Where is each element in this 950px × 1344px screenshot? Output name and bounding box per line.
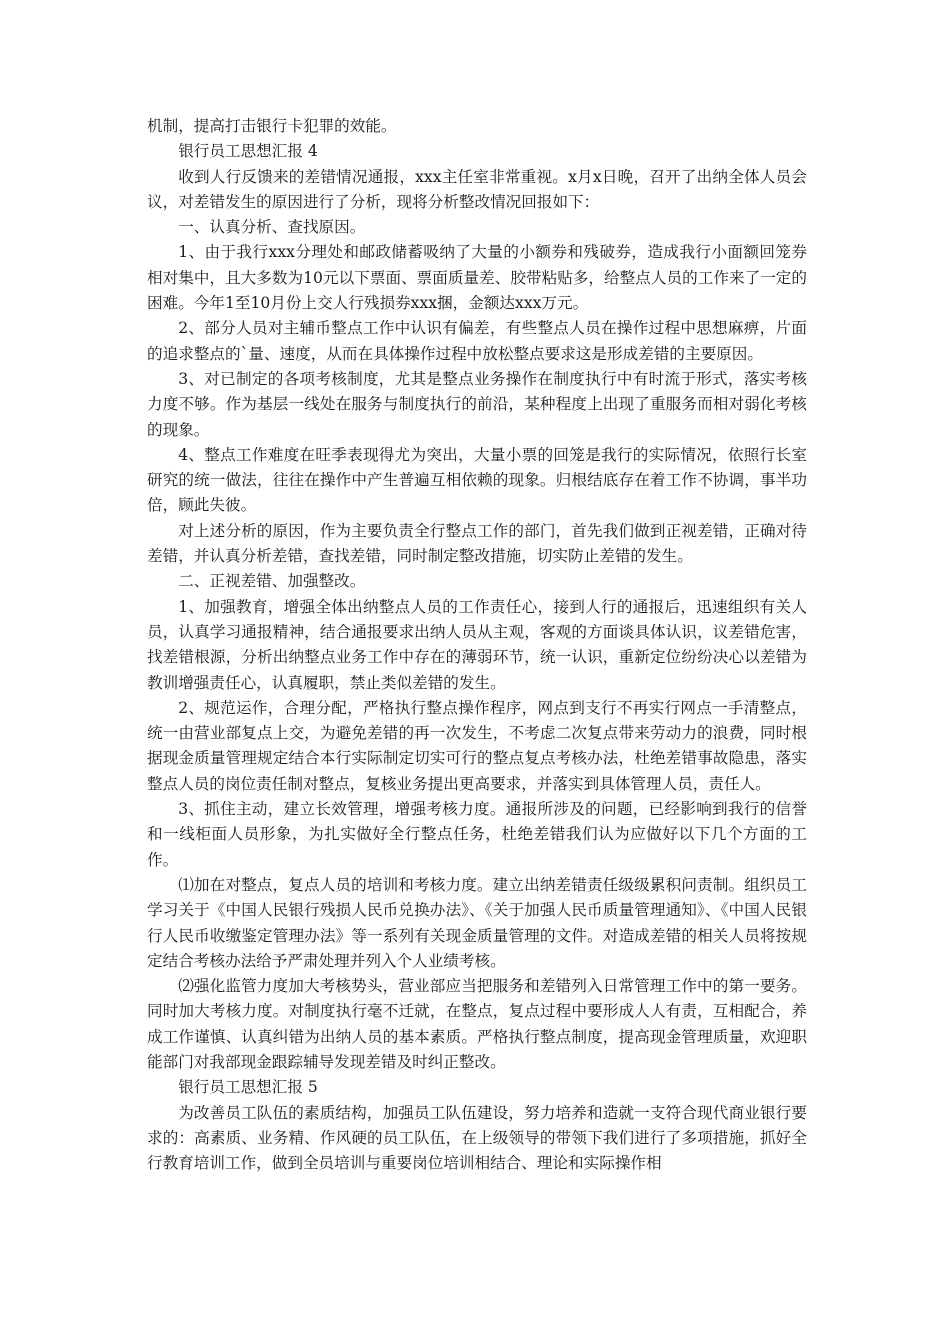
paragraph: 对上述分析的原因，作为主要负责全行整点工作的部门，首先我们做到正视差错，正确对待差错，并认真分析差错，查找差错，同时制定整改措施，切实防止差错的发生。 (147, 521, 807, 566)
paragraph: 一、认真分析、查找原因。 (178, 218, 366, 237)
paragraph: 2、部分人员对主辅币整点工作中认识有偏差，有些整点人员在操作过程中思想麻痹，片面的追求整点的`量、速度，从而在具体操作过程中放松整点要求这是形成差错的主要原因。 (147, 319, 807, 363)
paragraph: 1、由于我行xxx分理处和邮政储蓄吸纳了大量的小额券和残破券，造成我行小面额回笼券相对集中，且大多数为10元以下票面、票面质量差、胶带粘贴多，给整点人员的工作来了一定的困难。今年1至10月份上交人行残损券xxx捆，金额达xxx万元。 (147, 243, 807, 313)
section-heading: 银行员工思想汇报 5 (178, 1078, 318, 1097)
paragraph: 机制，提高打击银行卡犯罪的效能。 (147, 117, 397, 135)
paragraph: 收到人行反馈来的差错情况通报，xxx主任室非常重视。x月x日晚，召开了出纳全体人员会议，对差错发生的原因进行了分析，现将分析整改情况回报如下： (147, 167, 807, 211)
section-heading: 银行员工思想汇报 4 (178, 142, 318, 161)
paragraph: 3、对已制定的各项考核制度，尤其是整点业务操作在制度执行中有时流于形式，落实考核力度不够。作为基层一线处在服务与制度执行的前沿，某种程度上出现了重服务而相对弱化考核的现象。 (147, 369, 807, 439)
paragraph: 二、正视差错、加强整改。 (178, 572, 366, 591)
paragraph: 4、整点工作难度在旺季表现得尤为突出，大量小票的回笼是我行的实际情况，依照行长室研究的统一做法，往往在操作中产生普遍互相依赖的现象。归根结底存在着工作不协调，事半功倍，顾此失彼。 (147, 445, 807, 515)
paragraph: ⑴加在对整点，复点人员的培训和考核力度。建立出纳差错责任级级累积问责制。组织员工学习关于《中国人民银行残损人民币兑换办法》、《关于加强人民币质量管理通知》、《中国人民银行人民币收缴鉴定管理办法》等一系列有关现金质量管理的文件。对造成差错的相关人员将按规定结合考核办法给予严肃处理并列入个人业绩考核。 (147, 875, 807, 970)
paragraph: 3、抓住主动，建立长效管理，增强考核力度。通报所涉及的问题，已经影响到我行的信誉和一线柜面人员形象，为扎实做好全行整点任务，杜绝差错我们认为应做好以下几个方面的工作。 (147, 800, 807, 869)
paragraph: ⑵强化监管力度加大考核势头，营业部应当把服务和差错列入日常管理工作中的第一要务。同时加大考核力度。对制度执行毫不迁就，在整点，复点过程中要形成人人有责，互相配合，养成工作谨慎、认真纠错为出纳人员的基本素质。严格执行整点制度，提高现金管理质量，欢迎职能部门对我部现金跟踪辅导发现差错及时纠正整改。 (147, 977, 807, 1071)
paragraph: 2、规范运作，合理分配，严格执行整点操作程序，网点到支行不再实行网点一手清整点，统一由营业部复点上交，为避免差错的再一次发生，不考虑二次复点带来劳动力的浪费，同时根据现金质量管理规定结合本行实际制定切实可行的整点复点考核办法，杜绝差错事故隐患，落实整点人员的岗位责任制对整点，复核业务提出更高要求，并落实到具体管理人员，责任人。 (147, 698, 807, 793)
paragraph: 为改善员工队伍的素质结构，加强员工队伍建设，努力培养和造就一支符合现代商业银行要求的：高素质、业务精、作风硬的员工队伍，在上级领导的带领下我们进行了多项措施，抓好全行教育培训工作，做到全员培训与重要岗位培训相结合、理论和实际操作相 (147, 1103, 807, 1173)
paragraph: 1、加强教育，增强全体出纳整点人员的工作责任心，接到人行的通报后，迅速组织有关人员，认真学习通报精神，结合通报要求出纳人员从主观，客观的方面谈具体认识，议差错危害，找差错根源，分析出纳整点业务工作中存在的薄弱环节，统一认识，重新定位纷纷决心以差错为教训增强责任心，认真履职，禁止类似差错的发生。 (147, 597, 807, 692)
document-page (147, 114, 807, 1176)
